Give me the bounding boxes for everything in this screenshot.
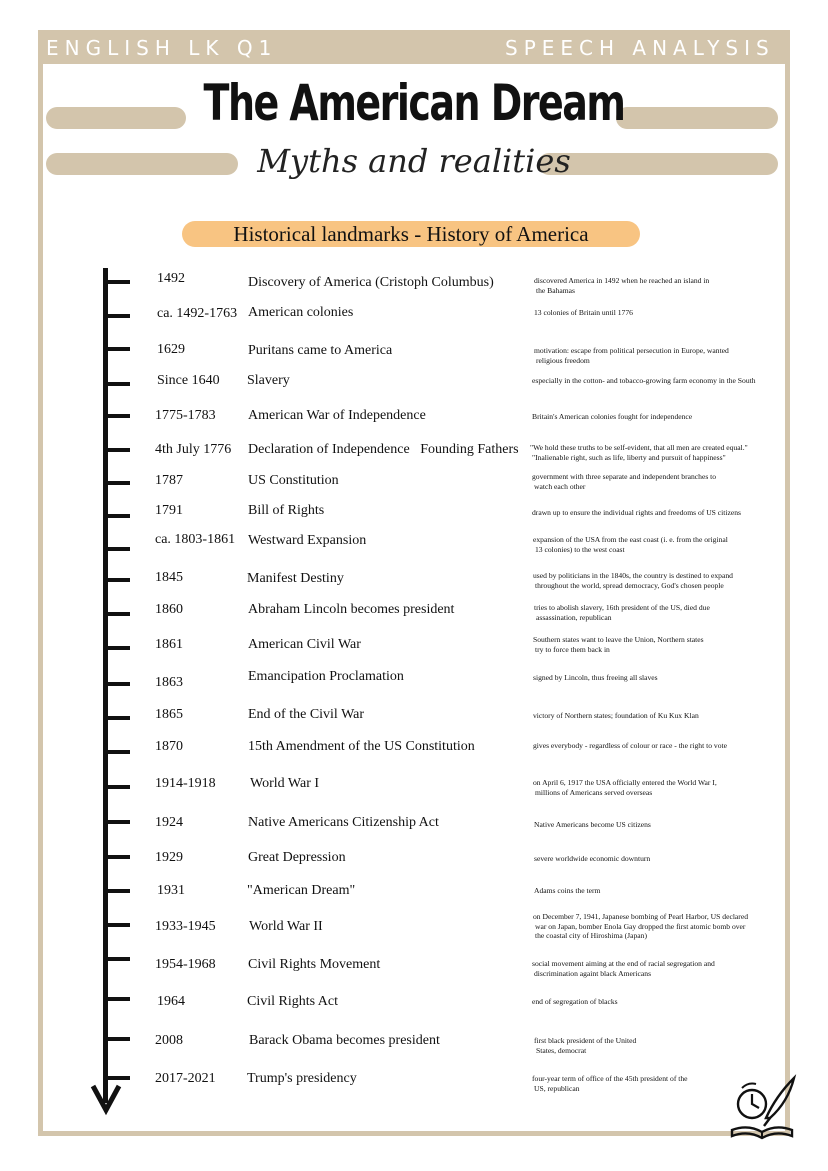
timeline-year: Since 1640	[157, 373, 220, 388]
timeline-description	[532, 472, 787, 491]
timeline-description	[534, 346, 789, 365]
timeline-description-line: victory of Northern states; foundation of Ku Kux Klan	[533, 711, 699, 720]
timeline-description	[532, 959, 787, 978]
timeline-tick	[103, 1037, 130, 1041]
timeline-tick	[103, 889, 130, 893]
timeline-event: Discovery of America (Cristoph Columbus)	[248, 275, 494, 290]
timeline-description-line: on April 6, 1917 the USA officially entered the World War I,	[533, 778, 717, 787]
timeline-tick	[103, 682, 130, 686]
timeline-event: Native Americans Citizenship Act	[248, 815, 439, 830]
timeline-tick	[103, 514, 130, 518]
timeline-event: Westward Expansion	[248, 533, 367, 548]
timeline-event: Trump's presidency	[247, 1071, 357, 1086]
timeline-description-line: discovered America in 1492 when he reached an island in	[534, 276, 710, 285]
timeline-year: 1861	[155, 637, 183, 652]
timeline-year: 1629	[157, 342, 185, 357]
timeline-description-line: millions of Americans served overseas	[535, 787, 653, 797]
timeline-year: 1931	[157, 883, 185, 898]
timeline-description-line: on December 7, 1941, Japanese bombing of Pearl Harbor, US declared	[533, 912, 748, 921]
timeline-description	[533, 741, 788, 751]
timeline-description-line: drawn up to ensure the individual rights and freedoms of US citizens	[532, 508, 741, 517]
timeline-year: 1787	[155, 473, 183, 488]
timeline-description-line: first black president of the United	[534, 1036, 637, 1045]
timeline-tick	[103, 382, 130, 386]
timeline-description	[530, 443, 785, 462]
timeline-description	[533, 778, 788, 797]
page-subtitle: Myths and realities	[257, 142, 571, 180]
timeline-year: 4th July 1776	[155, 442, 232, 457]
timeline-event: Bill of Rights	[248, 503, 325, 518]
timeline-year: 1933-1945	[155, 919, 216, 934]
timeline-description-line: tries to abolish slavery, 16th president of the US, died due	[534, 603, 710, 612]
timeline-tick	[103, 855, 130, 859]
timeline-description	[533, 635, 788, 654]
timeline-description	[532, 412, 787, 422]
timeline-description	[533, 673, 788, 683]
timeline-description-line: social movement aiming at the end of racial segregation and	[532, 959, 715, 968]
timeline-tick	[103, 785, 130, 789]
timeline-event: Civil Rights Act	[247, 994, 339, 1009]
timeline-tick	[103, 347, 130, 351]
timeline-description-line: 13 colonies) to the west coast	[535, 544, 625, 554]
timeline-description-line: religious freedom	[536, 355, 590, 365]
timeline-tick	[103, 314, 130, 318]
timeline-tick	[103, 414, 130, 418]
timeline-description-line: used by politicians in the 1840s, the country is destined to expand	[533, 571, 733, 580]
timeline-description-line: watch each other	[534, 481, 586, 491]
timeline-description-line: the Bahamas	[536, 285, 576, 295]
timeline-description-line: Native Americans become US citizens	[534, 820, 651, 829]
timeline-description-line: especially in the cotton- and tobacco-growing farm economy in the South	[532, 376, 756, 385]
timeline-event: "American Dream"	[247, 883, 356, 898]
header-course-label: ENGLISH LK Q1	[46, 36, 278, 60]
timeline-description	[533, 912, 788, 941]
timeline-description-line: gives everybody - regardless of colour or race - the right to vote	[533, 741, 727, 750]
timeline-tick	[103, 547, 130, 551]
timeline-year: 2008	[155, 1033, 183, 1048]
timeline-tick	[103, 578, 130, 582]
timeline-description	[532, 997, 787, 1007]
timeline-tick	[103, 716, 130, 720]
timeline-description-line: 13 colonies of Britain until 1776	[534, 308, 633, 317]
timeline-description	[532, 376, 787, 386]
timeline-description-line: Southern states want to leave the Union, Northern states	[533, 635, 704, 644]
timeline-description-line: States, democrat	[536, 1045, 587, 1055]
timeline-description	[533, 571, 788, 590]
timeline-event: Emancipation Proclamation	[248, 669, 404, 684]
timeline-tick	[103, 280, 130, 284]
timeline-year: 1924	[155, 815, 183, 830]
timeline-description	[534, 1036, 789, 1055]
timeline-event: American colonies	[248, 305, 354, 320]
timeline-description-line: expansion of the USA from the east coast (i. e. from the original	[533, 535, 728, 544]
timeline-description-line: "Inalienable right, such as life, liberty and pursuit of happiness"	[532, 452, 726, 462]
timeline-tick	[103, 750, 130, 754]
timeline-year: 2017-2021	[155, 1071, 216, 1086]
timeline-description-line: government with three separate and independent branches to	[532, 472, 717, 481]
timeline-description	[534, 886, 789, 896]
timeline-year: 1870	[155, 739, 183, 754]
timeline-description	[533, 711, 788, 721]
timeline-year: 1929	[155, 850, 183, 865]
timeline-description-line: war on Japan, bomber Enola Gay dropped the first atomic bomb over	[535, 921, 746, 931]
timeline-tick	[103, 646, 130, 650]
timeline-tick	[103, 923, 130, 927]
timeline-year: ca. 1492-1763	[157, 306, 238, 321]
timeline-description	[532, 508, 787, 518]
timeline-event: Barack Obama becomes president	[249, 1033, 440, 1048]
timeline-event: Great Depression	[248, 850, 346, 865]
timeline-event: American Civil War	[248, 637, 361, 652]
timeline-tick	[103, 820, 130, 824]
timeline-event: Declaration of Independence Founding Fathers	[248, 442, 519, 457]
timeline-event: Slavery	[247, 373, 290, 388]
timeline-tick	[103, 481, 130, 485]
timeline-event: US Constitution	[248, 473, 339, 488]
timeline-description-line: four-year term of office of the 45th president of the	[532, 1074, 688, 1083]
timeline-event: End of the Civil War	[248, 707, 365, 722]
timeline-year: 1865	[155, 707, 183, 722]
timeline-description	[533, 535, 788, 554]
page-title: The American Dream	[203, 74, 625, 132]
timeline-year: 1954-1968	[155, 957, 216, 972]
timeline-year: 1492	[157, 271, 185, 286]
timeline-event: American War of Independence	[248, 408, 426, 423]
timeline-description-line: severe worldwide economic downturn	[534, 854, 651, 863]
timeline-description-line: throughout the world, spread democracy, God's chosen people	[535, 580, 724, 590]
history-quill-book-icon	[726, 1072, 798, 1142]
timeline-tick	[103, 1076, 130, 1080]
timeline-year: 1863	[155, 675, 183, 690]
timeline-event: Abraham Lincoln becomes president	[248, 602, 455, 617]
timeline-description	[534, 308, 789, 318]
section-heading: Historical landmarks - History of America	[182, 221, 640, 247]
timeline-description	[534, 603, 789, 622]
timeline-description-line: Adams coins the term	[534, 886, 601, 895]
header-topic-label: SPEECH ANALYSIS	[505, 36, 775, 60]
timeline-tick	[103, 957, 130, 961]
timeline-description-line: assassination, republican	[536, 612, 612, 622]
timeline-event: Puritans came to America	[248, 343, 393, 358]
timeline-description	[534, 276, 789, 295]
timeline-description-line: "We hold these truths to be self-evident, that all men are created equal."	[530, 443, 748, 452]
timeline-event: World War I	[250, 776, 320, 791]
timeline-year: 1845	[155, 570, 183, 585]
timeline-description	[534, 854, 789, 864]
timeline-description-line: signed by Lincoln, thus freeing all slaves	[533, 673, 658, 682]
timeline-description-line: the coastal city of Hiroshima (Japan)	[535, 931, 647, 941]
timeline-description-line: try to force them back in	[535, 644, 610, 654]
timeline-tick	[103, 612, 130, 616]
timeline-description-line: end of segregation of blacks	[532, 997, 618, 1006]
timeline-tick	[103, 448, 130, 452]
timeline-year: 1791	[155, 503, 183, 518]
timeline-description-line: US, republican	[534, 1083, 580, 1093]
timeline-description	[534, 820, 789, 830]
timeline-arrow-icon	[90, 1082, 122, 1116]
timeline-description-line: motivation: escape from political persecution in Europe, wanted	[534, 346, 729, 355]
timeline-description-line: Britain's American colonies fought for independence	[532, 412, 693, 421]
timeline-year: 1964	[157, 994, 185, 1009]
timeline-event: 15th Amendment of the US Constitution	[248, 739, 475, 754]
timeline-event: Civil Rights Movement	[248, 957, 381, 972]
timeline-description-line: discrimination againt black Americans	[534, 968, 652, 978]
timeline-event: World War II	[249, 919, 323, 934]
timeline-event: Manifest Destiny	[247, 571, 344, 586]
timeline-year: ca. 1803-1861	[155, 532, 236, 547]
timeline-year: 1860	[155, 602, 183, 617]
timeline-year: 1775-1783	[155, 408, 216, 423]
timeline-year: 1914-1918	[155, 776, 216, 791]
timeline-tick	[103, 997, 130, 1001]
